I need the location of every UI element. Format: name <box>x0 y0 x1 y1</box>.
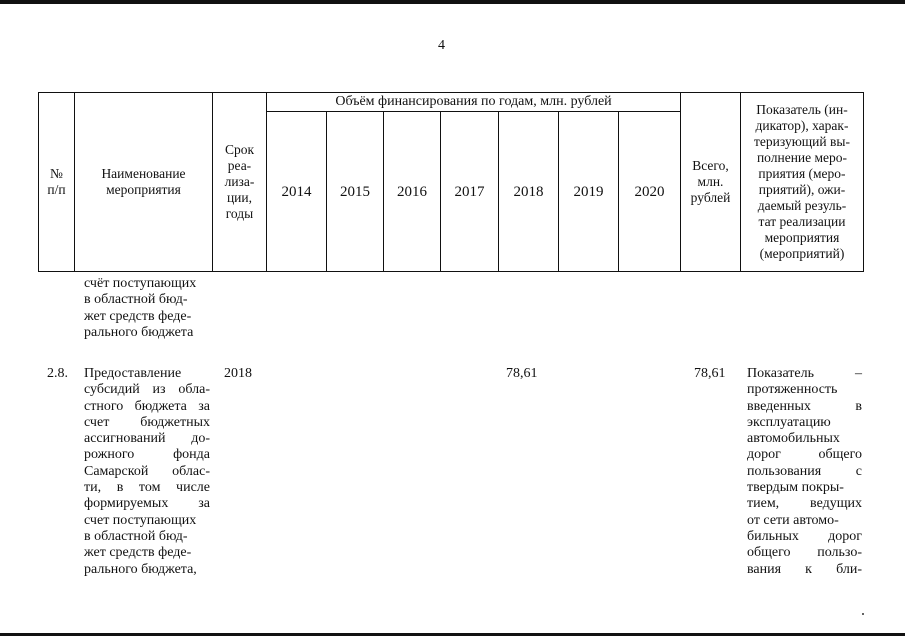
row-indicator-line: протяженность <box>747 382 838 398</box>
row-name-line: субсидий из обла- <box>84 382 210 398</box>
row-indicator <box>747 366 862 578</box>
table-header <box>38 92 864 272</box>
header-funding-group: Объём финансирования по годам, млн. рублей <box>335 94 612 109</box>
row-name-line: счет поступающих <box>84 512 197 528</box>
top-border <box>0 0 905 4</box>
header-num: № п/п <box>47 166 66 197</box>
row-name-line: формируемых за <box>84 496 210 512</box>
row-name-line: жет средств феде- <box>84 545 192 561</box>
header-year-2019: 2019 <box>573 183 604 200</box>
row-indicator-line: твердым покры- <box>747 480 844 496</box>
row-term: 2018 <box>224 366 252 381</box>
page-number: 4 <box>438 38 445 53</box>
row-indicator-line: автомобильных <box>747 431 840 447</box>
row-indicator-line: эксплуатацию <box>747 414 831 430</box>
row-name-line: счет бюджетных <box>84 414 210 430</box>
bottom-border <box>0 633 905 636</box>
row-indicator-line: пользования с <box>747 463 862 479</box>
header-year-2017: 2017 <box>454 183 485 200</box>
header-year-2020: 2020 <box>634 183 665 200</box>
row-name-line: ти, в том числе <box>84 480 210 496</box>
header-total: Всего, млн. рублей <box>690 158 731 205</box>
header-name: Наименование мероприятия <box>101 166 186 197</box>
row-number: 2.8. <box>47 366 68 381</box>
header-indicator: Показатель (ин- дикатор), харак- теризующий вы- полнение меро- приятия (меро- приятий), ожи- даемый резуль- тат реализации мероприятия (мероприятий) <box>754 102 850 261</box>
row-indicator-line: бильных дорог <box>747 528 862 544</box>
row-total: 78,61 <box>694 366 726 381</box>
header-term: Срок реа- лиза- ции, годы <box>224 142 255 221</box>
row-indicator-line: от сети автомо- <box>747 512 839 528</box>
row-name-line: Предоставление <box>84 366 182 381</box>
row-name-line: в областной бюд- <box>84 528 188 544</box>
row-indicator-line: вания к бли- <box>747 561 862 577</box>
continuation-text: счёт поступающих в областной бюд- жет средств феде- рального бюджета <box>84 276 197 340</box>
row-indicator-line: Показатель – <box>747 366 862 381</box>
header-year-2016: 2016 <box>397 183 427 200</box>
row-name-line: стного бюджета за <box>84 398 210 414</box>
row-indicator-line: тием, ведущих <box>747 496 862 512</box>
row-name-line: Самарской облас- <box>84 463 210 479</box>
row-name-line: рожного фонда <box>84 447 210 463</box>
row-name-line: ассигнований до- <box>84 431 210 447</box>
row-indicator-line: дорог общего <box>747 447 862 463</box>
row-name <box>84 366 210 578</box>
row-indicator-line: общего пользо- <box>747 545 862 561</box>
row-name-line: рального бюджета, <box>84 561 197 577</box>
header-year-2015: 2015 <box>340 183 370 200</box>
scan-speck <box>862 613 864 615</box>
header-year-2014: 2014 <box>281 183 312 200</box>
row-value-2018: 78,61 <box>506 366 538 381</box>
row-indicator-line: введенных в <box>747 398 862 414</box>
header-year-2018: 2018 <box>513 183 544 200</box>
